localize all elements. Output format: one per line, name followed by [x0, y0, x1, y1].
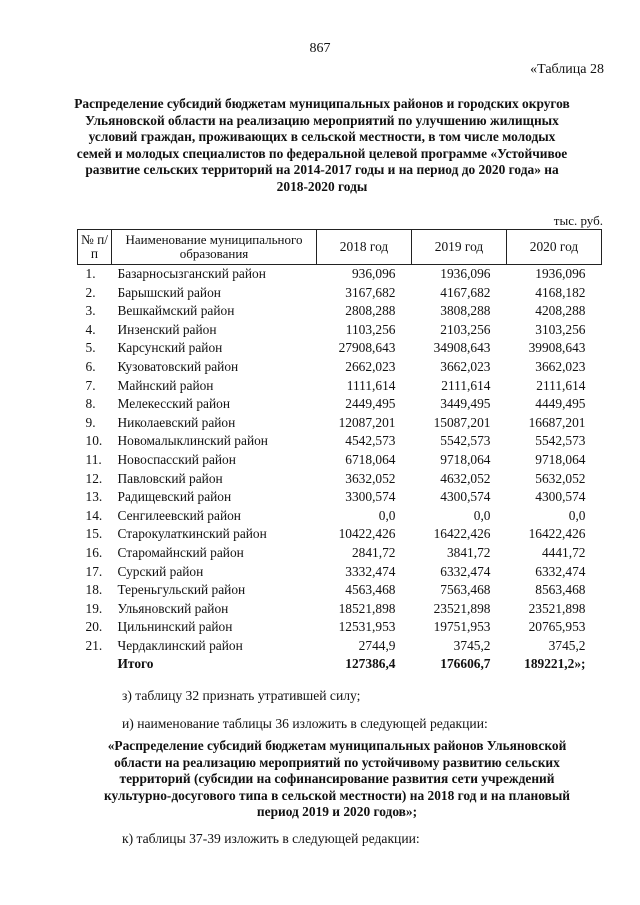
value-2018: 2449,495 — [345, 396, 396, 412]
table-row — [78, 600, 602, 619]
table-row — [78, 414, 602, 433]
value-2019: 5542,573 — [440, 433, 491, 449]
value-2020: 3662,023 — [535, 358, 586, 374]
subsidy-table — [77, 229, 602, 674]
value-2018: 2808,288 — [345, 303, 396, 319]
row-number: 16. — [85, 544, 103, 560]
row-number: 1. — [85, 266, 96, 281]
value-2018: 12531,953 — [338, 619, 396, 635]
value-2020: 3103,256 — [535, 321, 586, 337]
header-name: Наименование муниципального образования — [112, 230, 317, 265]
value-2019: 7563,468 — [440, 582, 491, 598]
value-2020: 1936,096 — [535, 266, 586, 281]
table-row — [78, 395, 602, 414]
header-2018: 2018 год — [317, 230, 412, 265]
value-2020: 16687,201 — [528, 414, 586, 430]
municipality-name: Базарносызганский район — [117, 266, 266, 281]
value-2020: 16422,426 — [528, 526, 586, 542]
value-2019: 4632,052 — [440, 470, 491, 486]
row-number: 21. — [85, 637, 103, 653]
value-2020: 6332,474 — [535, 563, 586, 579]
value-2019: 1936,096 — [440, 266, 491, 281]
total-value-2020: 189221,2»; — [524, 656, 586, 672]
row-number: 4. — [85, 321, 96, 337]
row-number: 12. — [85, 470, 103, 486]
table-row — [78, 432, 602, 451]
total-value-2019: 176606,7 — [440, 656, 491, 672]
value-2019: 9718,064 — [440, 451, 491, 467]
municipality-name: Майнский район — [117, 377, 214, 393]
municipality-name: Николаевский район — [117, 414, 236, 430]
row-number: 5. — [85, 340, 96, 356]
row-number: 15. — [85, 526, 103, 542]
total-row-number — [78, 655, 112, 674]
header-num: № п/п — [78, 230, 112, 265]
value-2018: 3300,574 — [345, 489, 396, 505]
municipality-name: Сенгилеевский район — [117, 507, 241, 523]
value-2020: 8563,468 — [535, 582, 586, 598]
municipality-name: Чердаклинский район — [117, 637, 243, 653]
value-2020: 20765,953 — [528, 619, 586, 635]
value-2019: 15087,201 — [433, 414, 491, 430]
row-number: 14. — [85, 507, 103, 523]
value-2018: 1111,614 — [346, 377, 396, 393]
row-number: 13. — [85, 489, 103, 505]
row-number: 19. — [85, 600, 103, 616]
municipality-name: Старомайнский район — [117, 544, 244, 560]
value-2020: 4449,495 — [535, 396, 586, 412]
value-2018: 3632,052 — [345, 470, 396, 486]
municipality-name: Тереньгульский район — [117, 582, 246, 598]
row-number: 7. — [85, 377, 96, 393]
value-2019: 2111,614 — [441, 377, 491, 393]
paragraph-z: з) таблицу 32 признать утратившей силу; — [122, 688, 361, 703]
value-2018: 3167,682 — [345, 284, 396, 300]
value-2019: 0,0 — [473, 507, 491, 523]
municipality-name: Мелекесский район — [117, 396, 230, 412]
table-row — [78, 284, 602, 303]
table-row — [78, 507, 602, 526]
value-2019: 6332,474 — [440, 563, 491, 579]
row-number: 6. — [85, 358, 96, 374]
value-2019: 34908,643 — [433, 340, 491, 356]
value-2018: 0,0 — [378, 507, 396, 523]
header-2019: 2019 год — [412, 230, 507, 265]
row-number: 2. — [85, 284, 96, 300]
value-2019: 3662,023 — [440, 358, 491, 374]
table-row — [78, 358, 602, 377]
paragraph-i: и) наименование таблицы 36 изложить в следующей редакции: — [122, 716, 488, 731]
total-municipality-name: Итого — [117, 656, 154, 672]
total-value-2018: 127386,4 — [345, 656, 396, 672]
table-row — [78, 265, 602, 284]
value-2018: 4542,573 — [345, 433, 396, 449]
value-2019: 2103,256 — [440, 321, 491, 337]
municipality-name: Радищевский район — [117, 489, 232, 505]
value-2020: 5542,573 — [535, 433, 586, 449]
row-number: 3. — [85, 303, 96, 319]
value-2018: 1103,256 — [345, 321, 396, 337]
municipality-name: Барышский район — [117, 284, 221, 300]
table-row — [78, 581, 602, 600]
table-header-row — [78, 230, 602, 265]
row-number: 17. — [85, 563, 103, 579]
value-2018: 2744,9 — [358, 637, 396, 653]
value-2018: 2662,023 — [345, 358, 396, 374]
value-2018: 4563,468 — [345, 582, 396, 598]
table-row — [78, 618, 602, 637]
value-2020: 4208,288 — [535, 303, 586, 319]
value-2019: 4167,682 — [440, 284, 491, 300]
value-2020: 4300,574 — [535, 489, 586, 505]
table-row — [78, 544, 602, 563]
value-2020: 4168,182 — [535, 284, 586, 300]
row-number: 20. — [85, 619, 103, 635]
value-2019: 23521,898 — [433, 600, 491, 616]
value-2020: 5632,052 — [535, 470, 586, 486]
table36-title: «Распределение субсидий бюджетам муниципальных районов Ульяновской области на реализацию мероприятий по устойчивому развитию сельских территорий (субсидии на софинансирование развития сети учреждений культурно-досугового типа в сельской местности) на 2018 год и на плановый период 2019 и 2020 годов»; — [103, 738, 571, 820]
table-title: Распределение субсидий бюджетам муниципальных районов и городских округов Ульяновской области на реализацию мероприятий по улучшению жилищных условий граждан, проживающих в сельской местности, в том числе молодых семей и молодых специалистов по федеральной целевой программе «Устойчивое развитие сельских территорий на 2014-2017 годы и на период до 2020 года» на 2018-2020 годы — [74, 96, 570, 194]
municipality-name: Новомалыклинский район — [117, 433, 268, 449]
table-row — [78, 321, 602, 340]
value-2018: 6718,064 — [345, 451, 396, 467]
value-2019: 3449,495 — [440, 396, 491, 412]
value-2018: 12087,201 — [338, 414, 396, 430]
header-2020: 2020 год — [507, 230, 602, 265]
value-2020: 0,0 — [568, 507, 586, 523]
value-2018: 18521,898 — [338, 600, 396, 616]
value-2020: 4441,72 — [541, 544, 586, 560]
value-2019: 4300,574 — [440, 489, 491, 505]
paragraph-k: к) таблицы 37-39 изложить в следующей редакции: — [122, 831, 420, 846]
table-row — [78, 339, 602, 358]
table-row — [78, 488, 602, 507]
table-label: «Таблица 28 — [530, 62, 604, 77]
table-row — [78, 563, 602, 582]
value-2020: 9718,064 — [535, 451, 586, 467]
municipality-name: Инзенский район — [117, 321, 217, 337]
municipality-name: Кузоватовский район — [117, 358, 239, 374]
row-number: 9. — [85, 414, 96, 430]
row-number: 18. — [85, 582, 103, 598]
municipality-name: Цильнинский район — [117, 619, 233, 635]
value-2020: 23521,898 — [528, 600, 586, 616]
value-2020: 39908,643 — [528, 340, 586, 356]
table-row — [78, 637, 602, 656]
page-number: 867 — [309, 41, 331, 56]
table-row — [78, 377, 602, 396]
value-2018: 936,096 — [351, 266, 396, 281]
row-number: 11. — [85, 451, 102, 467]
municipality-name: Старокулаткинский район — [117, 526, 267, 542]
value-2018: 10422,426 — [338, 526, 396, 542]
value-2018: 3332,474 — [345, 563, 396, 579]
municipality-name: Новоспасский район — [117, 451, 236, 467]
row-number: 8. — [85, 396, 96, 412]
value-2018: 27908,643 — [338, 340, 396, 356]
units-label: тыс. руб. — [553, 213, 603, 228]
municipality-name: Вешкаймский район — [117, 303, 235, 319]
municipality-name: Карсунский район — [117, 340, 223, 356]
value-2019: 16422,426 — [433, 526, 491, 542]
municipality-name: Ульяновский район — [117, 600, 229, 616]
value-2018: 2841,72 — [351, 544, 396, 560]
value-2019: 3808,288 — [440, 303, 491, 319]
table-row — [78, 451, 602, 470]
table-row — [78, 470, 602, 489]
value-2019: 3745,2 — [453, 637, 491, 653]
municipality-name: Павловский район — [117, 470, 223, 486]
table-row — [78, 525, 602, 544]
table-row — [78, 302, 602, 321]
value-2019: 3841,72 — [446, 544, 491, 560]
value-2019: 19751,953 — [433, 619, 491, 635]
value-2020: 3745,2 — [548, 637, 586, 653]
municipality-name: Сурский район — [117, 563, 204, 579]
row-number: 10. — [85, 433, 103, 449]
value-2020: 2111,614 — [536, 377, 586, 393]
total-row — [78, 655, 602, 674]
